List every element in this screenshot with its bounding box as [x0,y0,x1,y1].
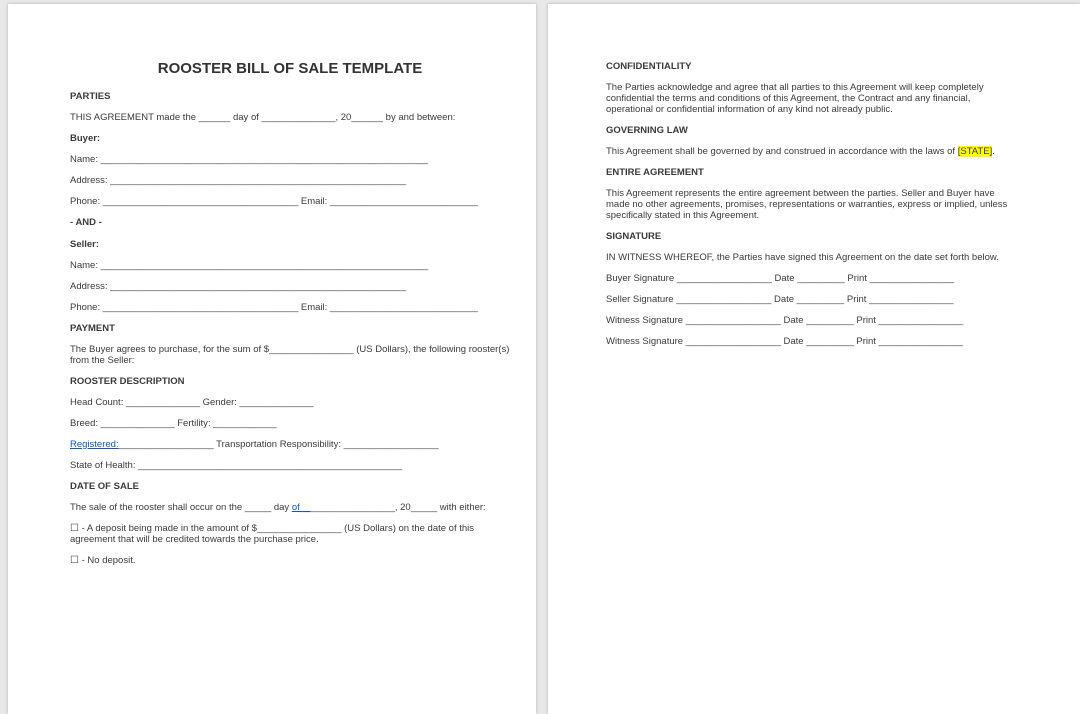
sale-date-post-text: ________________, 20_____ with either: [310,501,486,513]
sale-date-line [70,502,510,513]
page-1 [8,4,536,714]
transportation-responsibility-text: Transportation Responsibility: __________________ [213,438,439,450]
seller-name-line: Name: ______________________________________________________________ [70,259,429,271]
and-separator: - AND - [70,217,102,229]
payment-paragraph: The Buyer agrees to purchase, for the sum of $________________ (US Dollars), the following rooster(s) from the Seller: [70,343,510,366]
no-deposit-text: - No deposit. [81,555,136,567]
governing-law-period: . [992,146,995,158]
buyer-label: Buyer: [70,133,101,145]
checkbox-icon: ☐ [70,555,79,567]
buyer-phone-email-line: Phone: _____________________________________ Email: ____________________________ [70,196,478,208]
signature-heading: SIGNATURE [606,231,662,243]
buyer-signature-line: Buyer Signature __________________ Date _________ Print ________________ [606,273,955,285]
document-title: ROOSTER BILL OF SALE TEMPLATE [157,60,423,77]
seller-label: Seller: [70,238,100,250]
no-deposit-paragraph [70,555,510,567]
registered-transportation-line [70,439,510,450]
confidentiality-heading: CONFIDENTIALITY [606,61,692,72]
seller-phone-email-line: Phone: _____________________________________ Email: ____________________________ [70,301,478,313]
sale-date-link[interactable]: of__ [291,501,311,513]
sale-date-pre-text: The sale of the rooster shall occur on the _____ day [70,501,292,513]
entire-agreement-heading: ENTIRE AGREEMENT [606,167,704,179]
checkbox-icon: ☐ [70,522,79,534]
confidentiality-paragraph: The Parties acknowledge and agree that all parties to this Agreement will keep completely confidential the terms and conditions of this Agreement, the Contract and any financial, operational or confidential information of any kind not already public. [606,82,984,116]
page-2 [548,4,1080,714]
registered-blank: __________________ [118,438,214,450]
date-of-sale-heading: DATE OF SALE [70,480,139,492]
governing-law-paragraph [606,146,1016,157]
payment-heading: PAYMENT [70,322,115,334]
state-placeholder: [STATE] [957,146,993,158]
parties-heading: PARTIES [70,91,111,103]
buyer-name-line: Name: ______________________________________________________________ [70,154,429,166]
state-of-health-line: State of Health: __________________________________________________ [70,459,403,471]
rooster-description-heading: ROOSTER DESCRIPTION [70,375,185,387]
registered-link[interactable]: Registered: [70,438,119,450]
deposit-option-text: - A deposit being made in the amount of $________________ (US Dollars) on the date of this agreement that will be credited towards the purchase price. [70,522,475,546]
buyer-address-line: Address: ________________________________________________________ [70,175,407,187]
breed-fertility-line: Breed: ______________ Fertility: ____________ [70,417,277,429]
witness-signature-line-1: Witness Signature __________________ Date _________ Print ________________ [606,315,964,327]
witness-whereof-paragraph: IN WITNESS WHEREOF, the Parties have signed this Agreement on the date set forth below. [606,252,999,264]
entire-agreement-paragraph: This Agreement represents the entire agreement between the parties. Seller and Buyer have made no other agreements, promises, representations or warranties, express or implied, unless specifically stated in this Agreement. [606,188,1008,222]
agreement-intro-line: THIS AGREEMENT made the ______ day of ______________, 20______ by and between: [70,112,456,124]
seller-address-line: Address: ________________________________________________________ [70,280,407,292]
seller-signature-line: Seller Signature __________________ Date _________ Print ________________ [606,294,954,306]
governing-law-heading: GOVERNING LAW [606,125,688,137]
witness-signature-line-2: Witness Signature __________________ Date _________ Print ________________ [606,336,964,348]
governing-law-text: This Agreement shall be governed by and construed in accordance with the laws of [606,146,958,158]
head-count-gender-line: Head Count: ______________ Gender: ______________ [70,396,314,408]
deposit-option-paragraph [70,523,510,546]
